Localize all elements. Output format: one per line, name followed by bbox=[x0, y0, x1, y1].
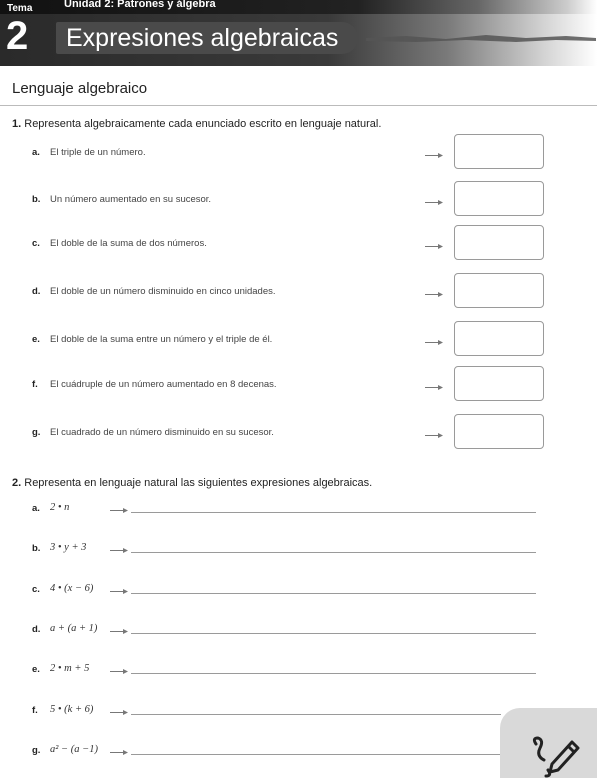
answer-line[interactable] bbox=[131, 714, 501, 715]
q1-item-text: El doble de un número disminuido en cinco unidades. bbox=[50, 286, 276, 297]
answer-line[interactable] bbox=[131, 754, 501, 755]
page-title: Expresiones algebraicas bbox=[66, 24, 339, 52]
arrow-right-icon bbox=[110, 749, 130, 756]
arrow-right-icon bbox=[110, 668, 130, 675]
q2-item-letter: a. bbox=[32, 503, 40, 514]
answer-box[interactable] bbox=[454, 321, 544, 356]
question-1-number: 1. bbox=[12, 118, 22, 130]
arrow-right-icon bbox=[110, 628, 130, 635]
q2-item-letter: g. bbox=[32, 745, 41, 756]
tema-label: Tema bbox=[7, 3, 33, 14]
q2-item-expression: a + (a + 1) bbox=[50, 623, 98, 634]
arrow-right-icon bbox=[425, 291, 445, 298]
answer-line[interactable] bbox=[131, 673, 536, 674]
answer-box[interactable] bbox=[454, 366, 544, 401]
arrow-right-icon bbox=[110, 588, 130, 595]
arrow-right-icon bbox=[425, 432, 445, 439]
q2-item-expression: a² − (a −1) bbox=[50, 744, 98, 755]
q1-item-letter: e. bbox=[32, 334, 40, 345]
q1-item-letter: c. bbox=[32, 238, 40, 249]
q1-item-text: El cuádruple de un número aumentado en 8 decenas. bbox=[50, 379, 277, 390]
q1-item-text: El doble de la suma entre un número y el triple de él. bbox=[50, 334, 273, 345]
unit-label: Unidad 2: Patrones y álgebra bbox=[64, 0, 216, 10]
question-2-text: Representa en lenguaje natural las siguientes expresiones algebraicas. bbox=[24, 477, 373, 489]
q2-item-letter: c. bbox=[32, 584, 40, 595]
answer-box[interactable] bbox=[454, 414, 544, 449]
q2-item-letter: b. bbox=[32, 543, 41, 554]
answer-line[interactable] bbox=[131, 633, 536, 634]
answer-line[interactable] bbox=[131, 512, 536, 513]
q2-item-letter: d. bbox=[32, 624, 41, 635]
answer-box[interactable] bbox=[454, 134, 544, 169]
q2-item-letter: f. bbox=[32, 705, 38, 716]
q1-item-letter: d. bbox=[32, 286, 41, 297]
q1-item-text: El doble de la suma de dos números. bbox=[50, 238, 207, 249]
q1-item-text: Un número aumentado en su sucesor. bbox=[50, 194, 212, 205]
arrow-right-icon bbox=[110, 547, 130, 554]
q2-item-expression: 3 • y + 3 bbox=[50, 542, 87, 553]
q2-item-expression: 2 • n bbox=[50, 502, 70, 513]
question-1-text: Representa algebraicamente cada enunciado escrito en lenguaje natural. bbox=[24, 118, 382, 130]
section-title: Lenguaje algebraico bbox=[12, 80, 148, 97]
theme-number: 2 bbox=[6, 14, 29, 58]
answer-box[interactable] bbox=[454, 225, 544, 260]
answer-line[interactable] bbox=[131, 552, 536, 553]
q1-item-text: El cuadrado de un número disminuido en su sucesor. bbox=[50, 427, 274, 438]
q2-item-expression: 4 • (x − 6) bbox=[50, 583, 94, 594]
q1-item-text: El triple de un número. bbox=[50, 147, 146, 158]
arrow-right-icon bbox=[425, 199, 445, 206]
question-1 bbox=[12, 118, 381, 130]
answer-box[interactable] bbox=[454, 181, 544, 216]
arrow-right-icon bbox=[425, 339, 445, 346]
arrow-right-icon bbox=[425, 152, 445, 159]
q1-item-letter: a. bbox=[32, 147, 40, 158]
answer-box[interactable] bbox=[454, 273, 544, 308]
q2-item-expression: 2 • m + 5 bbox=[50, 663, 90, 674]
question-2 bbox=[12, 477, 372, 489]
arrow-right-icon bbox=[110, 709, 130, 716]
arrow-right-icon bbox=[425, 243, 445, 250]
q1-item-letter: b. bbox=[32, 194, 41, 205]
q2-item-expression: 5 • (k + 6) bbox=[50, 704, 94, 715]
q1-item-letter: f. bbox=[32, 379, 38, 390]
brush-stroke-icon bbox=[366, 32, 596, 44]
question-2-number: 2. bbox=[12, 477, 22, 489]
q2-item-letter: e. bbox=[32, 664, 40, 675]
pencil-icon bbox=[530, 734, 582, 778]
arrow-right-icon bbox=[425, 384, 445, 391]
answer-line[interactable] bbox=[131, 593, 536, 594]
q1-item-letter: g. bbox=[32, 427, 41, 438]
arrow-right-icon bbox=[110, 507, 130, 514]
section-divider bbox=[0, 105, 597, 106]
